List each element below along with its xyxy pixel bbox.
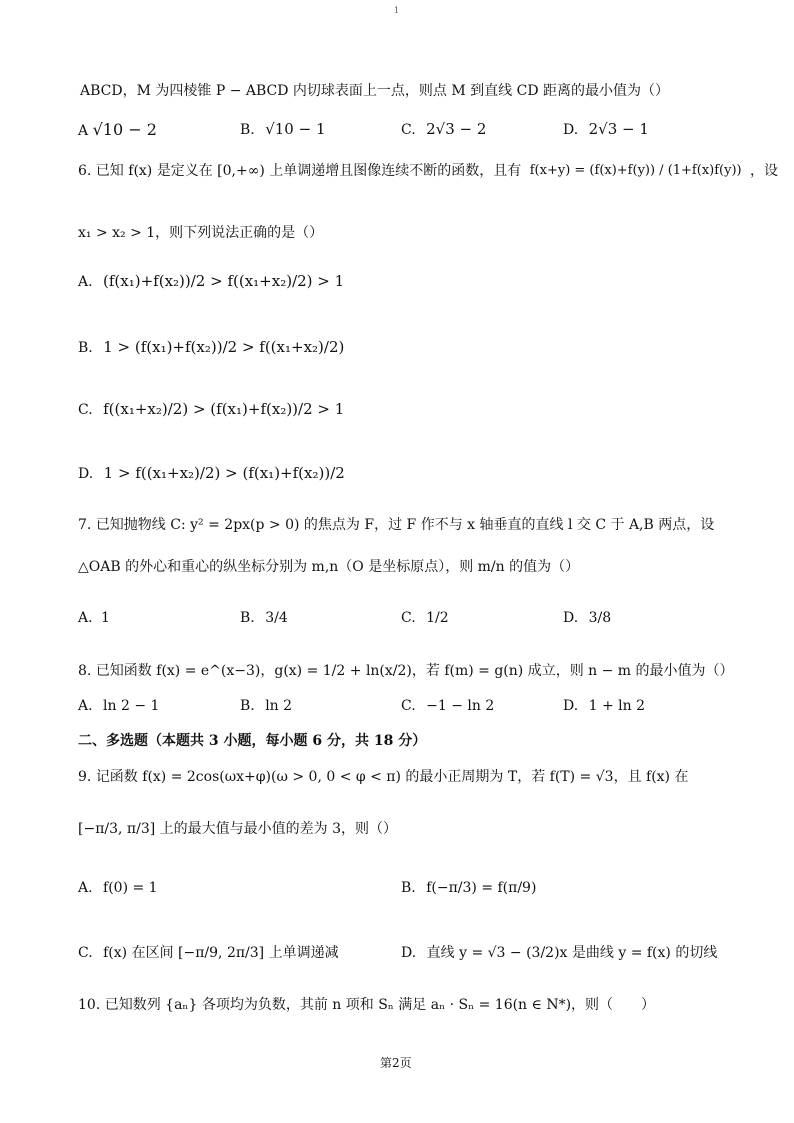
q9-stem-line1: 9. 记函数 f(x) = 2cos(ωx+φ)(ω > 0, 0 < φ < π) 的最小正周期为 T，若 f(T) = √3，且 f(x) 在	[78, 769, 689, 785]
q5-option-b: B. √10 − 1	[240, 120, 326, 138]
q5-option-c: C. 2√3 − 2	[401, 120, 487, 138]
q8-option-c: C. −1 − ln 2	[401, 698, 495, 714]
q7-stem-line1: 7. 已知抛物线 C: y² = 2px(p > 0) 的焦点为 F，过 F 作不与 x 轴垂直的直线 l 交 C 于 A,B 两点，设	[78, 517, 715, 533]
q6-option-d: D. 1 > f((x₁+x₂)/2) > (f(x₁)+f(x₂))/2	[78, 464, 345, 482]
q7-option-d: D. 3/8	[563, 610, 612, 626]
section-title-multiple-choice: 二、多选题（本题共 3 小题，每小题 6 分，共 18 分）	[78, 733, 427, 749]
q6-option-c: C. f((x₁+x₂)/2) > (f(x₁)+f(x₂))/2 > 1	[78, 400, 345, 418]
q6-stem-line2: x₁ > x₂ > 1，则下列说法正确的是（）	[78, 225, 324, 241]
q9-option-c: C. f(x) 在区间 [−π/9, 2π/3] 上单调递减	[78, 945, 339, 961]
q8-option-a: A. ln 2 − 1	[78, 698, 160, 714]
top-page-mark: 1	[394, 6, 400, 15]
q6-stem-formula: f(x+y) = (f(x)+f(y)) / (1+f(x)f(y))	[529, 163, 742, 178]
q6-option-a: A. (f(x₁)+f(x₂))/2 > f((x₁+x₂)/2) > 1	[78, 272, 345, 290]
q7-option-b: B. 3/4	[240, 610, 288, 626]
q9-stem-line2: [−π/3, π/3] 上的最大值与最小值的差为 3，则（）	[78, 821, 398, 837]
q5-option-d: D. 2√3 − 1	[563, 120, 649, 138]
q6-stem-line1: 6. 已知 f(x) 是定义在 [0,+∞) 上单调递增且图像连续不断的函数，且有 f(x+y) = (f(x)+f(y)) / (1+f(x)f(y)) ，设	[78, 163, 779, 179]
q7-stem-line2: △OAB 的外心和重心的纵坐标分别为 m,n（O 是坐标原点），则 m/n 的值为（）	[78, 559, 580, 575]
q10-stem: 10. 已知数列 {aₙ} 各项均为负数，其前 n 项和 Sₙ 满足 aₙ · Sₙ = 16(n ∈ N*)，则（ ）	[78, 997, 656, 1013]
q6-option-b: B. 1 > (f(x₁)+f(x₂))/2 > f((x₁+x₂)/2)	[78, 338, 345, 356]
q8-option-b: B. ln 2	[240, 698, 293, 714]
page-number: 第2页	[380, 1056, 412, 1070]
q7-option-a: A. 1	[78, 610, 110, 626]
q9-option-a: A. f(0) = 1	[78, 880, 158, 896]
q8-option-d: D. 1 + ln 2	[563, 698, 646, 714]
q9-option-b: B. f(−π/3) = f(π/9)	[401, 880, 537, 896]
q9-option-d: D. 直线 y = √3 − (3/2)x 是曲线 y = f(x) 的切线	[401, 945, 718, 961]
q5-stem: ABCD，M 为四棱锥 P − ABCD 内切球表面上一点，则点 M 到直线 CD 距离的最小值为（）	[80, 83, 669, 99]
q8-stem: 8. 已知函数 f(x) = e^(x−3)，g(x) = 1/2 + ln(x/2)，若 f(m) = g(n) 成立，则 n − m 的最小值为（）	[78, 663, 734, 679]
q5-option-a: A √10 − 2	[78, 120, 157, 139]
q7-option-c: C. 1/2	[401, 610, 449, 626]
